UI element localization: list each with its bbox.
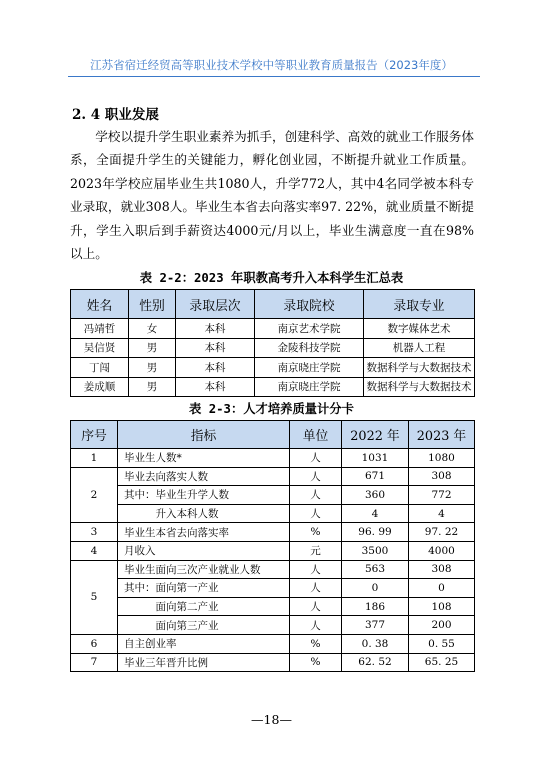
table-cell: 186 <box>342 597 409 616</box>
table-cell: 4000 <box>409 541 475 560</box>
section-paragraph: 学校以提升学生职业素养为抓手，创建科学、高效的就业工作服务体系，全面提升学生的关键能力，孵化创业园，不断提升就业工作质量。2023年学校应届毕业生共1080人，升学772人，其中4名同学被本科专业录取，就业308人。毕业生本省去向落实率97. 22%，就业质量不断提升，学生入职后到手薪资达4000元/月以上，毕业生满意度一直在98%以上。 <box>70 129 474 262</box>
table-cell: 吴信贤 <box>71 338 129 358</box>
indicator-cell: 其中：毕业生升学人数 <box>118 486 290 505</box>
table-cell: 0. 38 <box>342 634 409 653</box>
table-cell: 女 <box>129 319 176 339</box>
column-header: 录取专业 <box>364 290 475 319</box>
table-cell: 姜成顺 <box>71 377 129 397</box>
table-cell: 108 <box>409 597 475 616</box>
indicator-cell: 毕业生面向三次产业就业人数 <box>118 560 290 579</box>
table-row <box>71 616 475 635</box>
indicator-cell: 毕业去向落实人数 <box>118 467 290 486</box>
table-cell: 360 <box>342 486 409 505</box>
table2-caption: 表 2-3：人才培养质量计分卡 <box>189 402 354 416</box>
row-number: 2 <box>71 467 118 523</box>
table-cell: 金陵科技学院 <box>255 338 364 358</box>
page-header: 江苏省宿迁经贸高等职业技术学校中等职业教育质量报告（2023年度） <box>90 58 453 72</box>
table-cell: 人 <box>290 579 342 598</box>
row-number: 5 <box>71 560 118 634</box>
indicator-cell: 升入本科人数 <box>118 504 290 523</box>
table-cell: 人 <box>290 449 342 468</box>
table-row <box>71 653 475 672</box>
table-cell: 65. 25 <box>409 653 475 672</box>
table-cell: 0. 55 <box>409 634 475 653</box>
table-row <box>71 338 475 358</box>
table-cell: 数字媒体艺术 <box>364 319 475 339</box>
indicator-cell: 其中：面向第一产业 <box>118 579 290 598</box>
indicator-cell: 面向第二产业 <box>118 597 290 616</box>
row-number: 7 <box>71 653 118 672</box>
table-cell: 308 <box>409 560 475 579</box>
column-header: 单位 <box>290 421 342 449</box>
column-header: 2022 年 <box>342 421 409 449</box>
column-header: 姓名 <box>71 290 129 319</box>
table-cell: 本科 <box>176 338 255 358</box>
column-header: 性别 <box>129 290 176 319</box>
table-row <box>71 467 475 486</box>
table-cell: 0 <box>409 579 475 598</box>
table-cell: 元 <box>290 541 342 560</box>
table-cell: 人 <box>290 597 342 616</box>
table-cell: 62. 52 <box>342 653 409 672</box>
table-row <box>71 358 475 378</box>
table-cell: 671 <box>342 467 409 486</box>
column-header: 序号 <box>71 421 118 449</box>
table-row <box>71 319 475 339</box>
table-cell: 数据科学与大数据技术 <box>364 358 475 378</box>
table-cell: 人 <box>290 616 342 635</box>
table-cell: 4 <box>342 504 409 523</box>
indicator-cell: 面向第三产业 <box>118 616 290 635</box>
table-row <box>71 486 475 505</box>
row-number: 3 <box>71 523 118 542</box>
scorecard-table <box>70 420 475 672</box>
table-cell: 1080 <box>409 449 475 468</box>
row-number: 1 <box>71 449 118 468</box>
table-cell: 0 <box>342 579 409 598</box>
table-row <box>71 560 475 579</box>
table-cell: 377 <box>342 616 409 635</box>
indicator-cell: 毕业生人数* <box>118 449 290 468</box>
column-header: 录取院校 <box>255 290 364 319</box>
table-cell: 97. 22 <box>409 523 475 542</box>
page-number: —18— <box>251 712 292 727</box>
admission-table <box>70 289 475 397</box>
table-cell: % <box>290 653 342 672</box>
table-cell: 数据科学与大数据技术 <box>364 377 475 397</box>
table-row <box>71 377 475 397</box>
table-row <box>71 449 475 468</box>
table-row <box>71 579 475 598</box>
table-row <box>71 634 475 653</box>
table-cell: 人 <box>290 504 342 523</box>
table-row <box>71 597 475 616</box>
indicator-cell: 毕业生本省去向落实率 <box>118 523 290 542</box>
table1-caption: 表 2-2：2023 年职教高考升入本科学生汇总表 <box>139 271 404 285</box>
table-cell: 机器人工程 <box>364 338 475 358</box>
table-cell: 南京晓庄学院 <box>255 358 364 378</box>
table-cell: 96. 99 <box>342 523 409 542</box>
table-row <box>71 541 475 560</box>
scorecard-table-header <box>71 421 475 449</box>
column-header: 录取层次 <box>176 290 255 319</box>
table-cell: 200 <box>409 616 475 635</box>
table-cell: 男 <box>129 377 176 397</box>
table-cell: % <box>290 634 342 653</box>
indicator-cell: 毕业三年晋升比例 <box>118 653 290 672</box>
table-row <box>71 504 475 523</box>
table-cell: 本科 <box>176 358 255 378</box>
row-number: 6 <box>71 634 118 653</box>
table-cell: 男 <box>129 358 176 378</box>
row-number: 4 <box>71 541 118 560</box>
table-cell: 人 <box>290 560 342 579</box>
table-cell: 3500 <box>342 541 409 560</box>
section-title: 2. 4 职业发展 <box>72 107 159 123</box>
table-cell: 南京晓庄学院 <box>255 377 364 397</box>
table-cell: 人 <box>290 486 342 505</box>
table-cell: 本科 <box>176 319 255 339</box>
table-cell: 563 <box>342 560 409 579</box>
table-cell: 冯靖哲 <box>71 319 129 339</box>
admission-table-header <box>71 290 475 319</box>
column-header: 指标 <box>118 421 290 449</box>
header-rule <box>68 76 480 77</box>
table-cell: % <box>290 523 342 542</box>
column-header: 2023 年 <box>409 421 475 449</box>
table-cell: 1031 <box>342 449 409 468</box>
indicator-cell: 月收入 <box>118 541 290 560</box>
table-cell: 人 <box>290 467 342 486</box>
table-cell: 男 <box>129 338 176 358</box>
table-row <box>71 523 475 542</box>
table-cell: 772 <box>409 486 475 505</box>
indicator-cell: 自主创业率 <box>118 634 290 653</box>
table-cell: 南京艺术学院 <box>255 319 364 339</box>
table-cell: 4 <box>409 504 475 523</box>
table-cell: 丁闯 <box>71 358 129 378</box>
table-cell: 308 <box>409 467 475 486</box>
table-cell: 本科 <box>176 377 255 397</box>
